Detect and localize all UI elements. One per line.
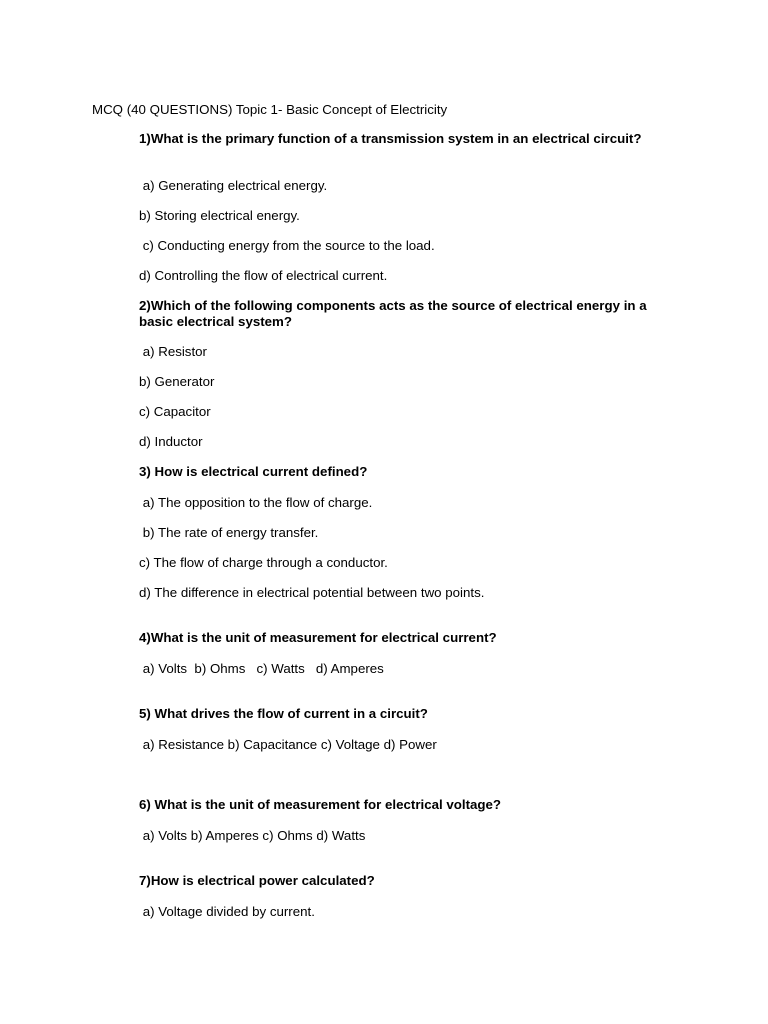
question-5: 5) What drives the flow of current in a circuit? xyxy=(139,706,428,721)
question-7: 7)How is electrical power calculated? xyxy=(139,873,375,888)
q2-option-a: a) Resistor xyxy=(139,344,207,359)
q5-options: a) Resistance b) Capacitance c) Voltage d) Power xyxy=(139,737,437,752)
q1-option-c: c) Conducting energy from the source to the load. xyxy=(139,238,435,253)
q2-option-c: c) Capacitor xyxy=(139,404,211,419)
q2-option-d: d) Inductor xyxy=(139,434,203,449)
q1-option-d: d) Controlling the flow of electrical current. xyxy=(139,268,388,283)
question-3: 3) How is electrical current defined? xyxy=(139,464,368,479)
q6-options: a) Volts b) Amperes c) Ohms d) Watts xyxy=(139,828,366,843)
q3-option-a: a) The opposition to the flow of charge. xyxy=(139,495,373,510)
question-6: 6) What is the unit of measurement for electrical voltage? xyxy=(139,797,502,812)
q3-option-c: c) The flow of charge through a conductor. xyxy=(139,555,388,570)
q7-option-a: a) Voltage divided by current. xyxy=(139,904,315,919)
question-1: 1)What is the primary function of a transmission system in an electrical circuit? xyxy=(139,131,642,146)
q4-options: a) Volts b) Ohms c) Watts d) Amperes xyxy=(139,661,384,676)
q2-option-b: b) Generator xyxy=(139,374,215,389)
q3-option-d: d) The difference in electrical potential between two points. xyxy=(139,585,485,600)
question-4: 4)What is the unit of measurement for electrical current? xyxy=(139,630,497,645)
document-header: MCQ (40 QUESTIONS) Topic 1- Basic Concept of Electricity xyxy=(92,102,448,117)
question-2: 2)Which of the following components acts as the source of electrical energy in a basic electrical system? xyxy=(139,298,647,329)
q1-option-a: a) Generating electrical energy. xyxy=(139,178,328,193)
q1-option-b: b) Storing electrical energy. xyxy=(139,208,300,223)
q3-option-b: b) The rate of energy transfer. xyxy=(139,525,319,540)
